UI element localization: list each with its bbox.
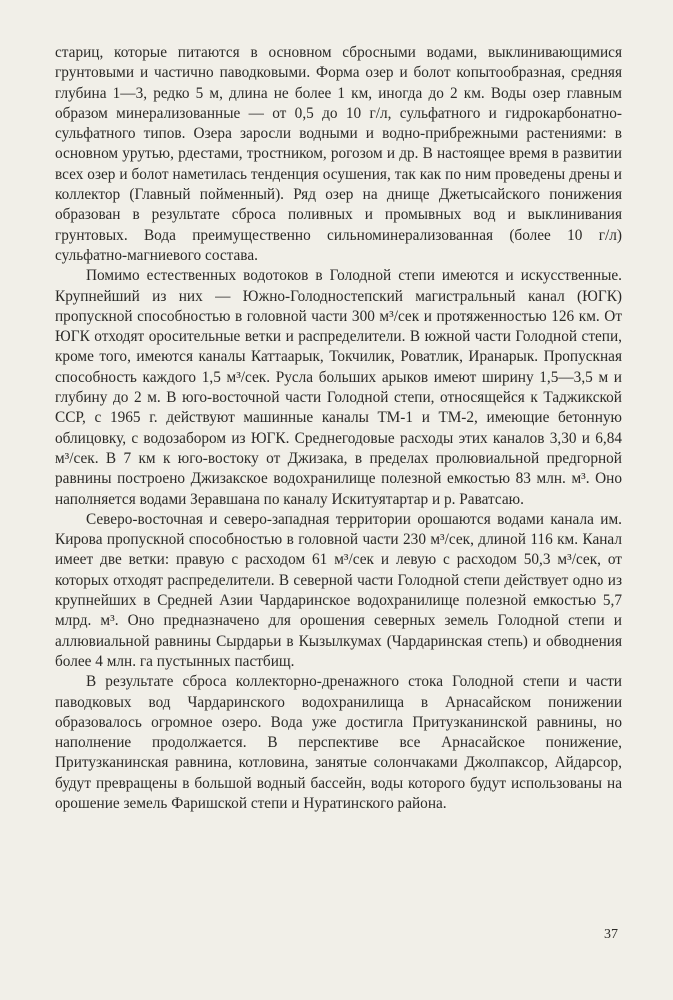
body-text bbox=[55, 43, 622, 814]
paragraph-kirov-canal: Северо-восточная и северо-западная территории орошаются водами канала им. Кирова пропускной способностью в головной части 230 м³/сек, длиной 116 км. Канал имеет две ветки: правую с расходом 61 м³/сек и левую с расходом 50,3 м³/сек, от которых отходят распределители. В северной части Голодной степи действует одно из крупнейших в Средней Азии Чардаринское водохранилище полезной емкостью 5,7 млрд. м³. Оно предназначено для орошения северных земель Голодной степи и аллювиальной равнины Сырдарьи в Кызылкумах (Чардаринская степь) и обводнения более 4 млн. га пустынных пастбищ. bbox=[55, 510, 622, 670]
paragraph-canals: Помимо естественных водотоков в Голодной степи имеются и искусственные. Крупнейший из них — Южно-Голодностепский магистральный канал (ЮГК) пропускной способностью в головной части 300 м³/сек и протяженностью 126 км. От ЮГК отходят оросительные ветки и распределители. В южной части Голодной степи, кроме того, имеются каналы Каттаарык, Токчилик, Роватлик, Иранарык. Пропускная способность каждого 1,5 м³/сек. Русла больших арыков имеют ширину 1,5—3,5 м и глубину до 2 м. В юго-восточной части Голодной степи, относящейся к Таджикской ССР, с 1965 г. действуют машинные каналы ТМ-1 и ТМ-2, имеющие бетонную облицовку, с водозабором из ЮГК. Среднегодовые расходы этих каналов 3,30 и 6,84 м³/сек. В 7 км к юго-востоку от Джизака, в пределах пролювиальной предгорной равнины построено Джизакское водохранилище полезной емкостью 83 млн. м³. Оно наполняется водами Зеравшана по каналу Искитуятартар и р. Раватсаю. bbox=[55, 267, 622, 508]
page-number: 37 bbox=[604, 927, 618, 942]
paragraph-lakes: стариц, которые питаются в основном сбросными водами, выклинивающимися грунтовыми и частично паводковыми. Форма озер и болот копытообразная, средняя глубина 1—3, редко 5 м, длина не более 1 км, иногда до 2 км. Воды озер главным образом минерализованные — от 0,5 до 10 г/л, сульфатного и гидрокарбонатно-сульфатного типов. Озера заросли водными и водно-прибрежными растениями: в основном урутью, рдестами, тростником, рогозом и др. В настоящее время в развитии всех озер и болот наметилась тенденция осушения, так как по ним проведены дрены и коллектор (Главный пойменный). Ряд озер на днище Джетысайского понижения образован в результате сброса поливных и промывных вод и выклинивания грунтовых. Вода преимущественно сильноминерализованная (более 10 г/л) сульфатно-магниевого состава. bbox=[55, 44, 622, 264]
paragraph-arnasai-lake: В результате сброса коллекторно-дренажного стока Голодной степи и части паводковых вод Чардаринского водохранилища в Арнасайском понижении образовалось огромное озеро. Вода уже достигла Притузканинской равнины, но наполнение продолжается. В перспективе все Арнасайское понижение, Притузканинская равнина, котловина, занятые солончаками Джолпаксор, Айдарсор, будут превращены в большой водный бассейн, воды которого будут использованы на орошение земель Фаришской степи и Нуратинского района. bbox=[55, 673, 622, 812]
